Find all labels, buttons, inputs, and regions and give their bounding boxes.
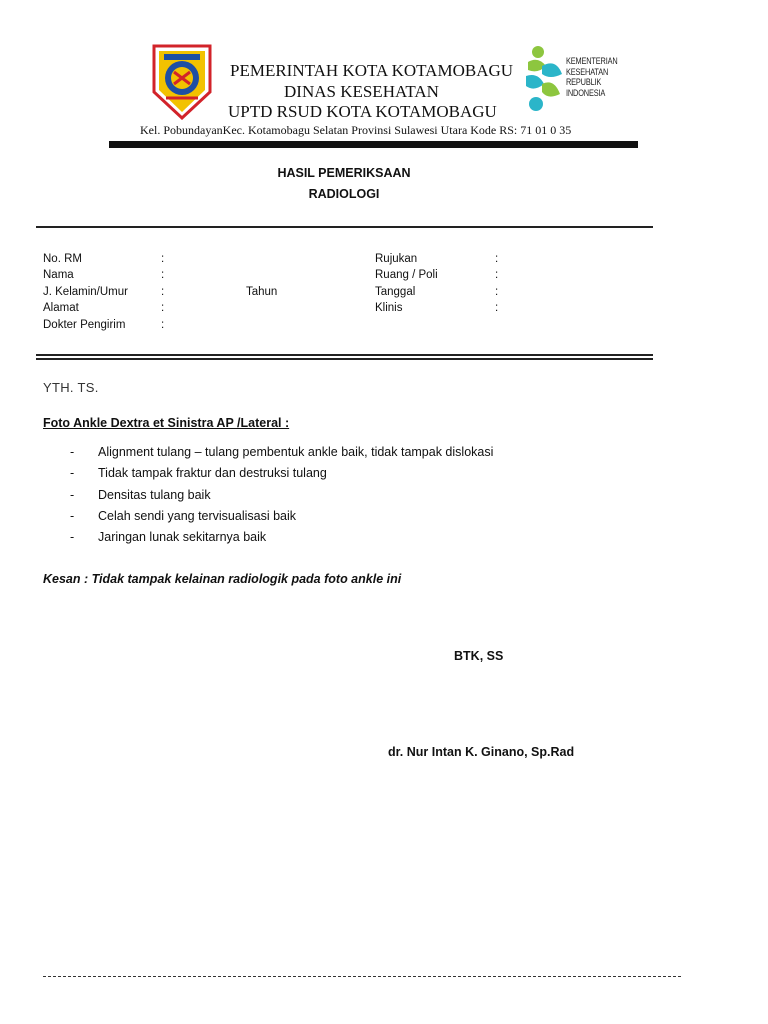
- header-line-2: DINAS KESEHATAN: [284, 82, 439, 101]
- field-nama-label: Nama: [43, 269, 74, 281]
- kemenkes-word-2: KESEHATAN: [566, 66, 609, 77]
- exam-heading: Foto Ankle Dextra et Sinistra AP /Lateral :: [43, 416, 290, 430]
- header-line-1: PEMERINTAH KOTA KOTAMOBAGU: [230, 61, 514, 80]
- field-alamat-label: Alamat: [43, 302, 79, 314]
- technician-signature: BTK, SS: [454, 649, 504, 663]
- field-dokter-pengirim-label: Dokter Pengirim: [43, 319, 126, 331]
- field-klinis-colon: :: [495, 302, 499, 314]
- finding-item-2: Tidak tampak fraktur dan destruksi tulang: [98, 466, 327, 480]
- finding-item-3: Densitas tulang baik: [98, 488, 211, 502]
- kemenkes-word-1: KEMENTERIAN: [566, 56, 618, 66]
- header-divider: [109, 141, 638, 148]
- field-klinis-label: Klinis: [375, 302, 403, 314]
- field-dokter-pengirim-colon: :: [161, 319, 165, 331]
- kemenkes-word-3: REPUBLIK: [566, 77, 602, 87]
- field-kelamin-umur-colon: :: [161, 286, 165, 298]
- field-rujukan-colon: :: [495, 253, 499, 265]
- header-address: Kel. PobundayanKec. Kotamobagu Selatan Provinsi Sulawesi Utara Kode RS: 71 01 0 35: [140, 123, 572, 137]
- kemenkes-logo-icon: [522, 44, 566, 116]
- top-rule: [36, 226, 653, 228]
- kotamobagu-crest-icon: [152, 42, 212, 120]
- document-title: HASIL PEMERIKSAAN: [277, 166, 411, 180]
- field-rujukan-label: Rujukan: [375, 253, 418, 265]
- header-line-3: UPTD RSUD KOTA KOTAMOBAGU: [228, 102, 497, 121]
- finding-item-5: Jaringan lunak sekitarnya baik: [98, 530, 267, 544]
- finding-item-1: Alignment tulang – tulang pembentuk ankle baik, tidak tampak dislokasi: [98, 445, 494, 459]
- document-subtitle: RADIOLOGI: [308, 187, 380, 201]
- finding-dash-5: -: [70, 530, 75, 544]
- finding-dash-4: -: [70, 509, 75, 523]
- kemenkes-word-4: INDONESIA: [566, 87, 606, 98]
- field-no-rm-label: No. RM: [43, 253, 82, 265]
- field-kelamin-umur-label: J. Kelamin/Umur: [43, 286, 128, 298]
- field-tanggal-label: Tanggal: [375, 286, 416, 298]
- doctor-signature: dr. Nur Intan K. Ginano, Sp.Rad: [388, 745, 575, 759]
- conclusion: Kesan : Tidak tampak kelainan radiologik pada foto ankle ini: [43, 572, 402, 586]
- field-ruang-poli-colon: :: [495, 269, 499, 281]
- footer-dashed-line: [43, 976, 681, 977]
- kemenkes-wordmark: [566, 56, 623, 98]
- field-tanggal-colon: :: [495, 286, 499, 298]
- finding-item-4: Celah sendi yang tervisualisasi baik: [98, 509, 297, 523]
- salutation: YTH. TS.: [43, 380, 99, 395]
- double-rule-bottom: [36, 358, 653, 360]
- double-rule-top: [36, 354, 653, 356]
- field-nama-colon: :: [161, 269, 165, 281]
- finding-dash-2: -: [70, 466, 75, 480]
- field-alamat-colon: :: [161, 302, 165, 314]
- field-no-rm-colon: :: [161, 253, 165, 265]
- field-ruang-poli-label: Ruang / Poli: [375, 269, 438, 281]
- finding-dash-1: -: [70, 445, 75, 459]
- finding-dash-3: -: [70, 488, 75, 502]
- field-umur-unit: Tahun: [246, 286, 278, 298]
